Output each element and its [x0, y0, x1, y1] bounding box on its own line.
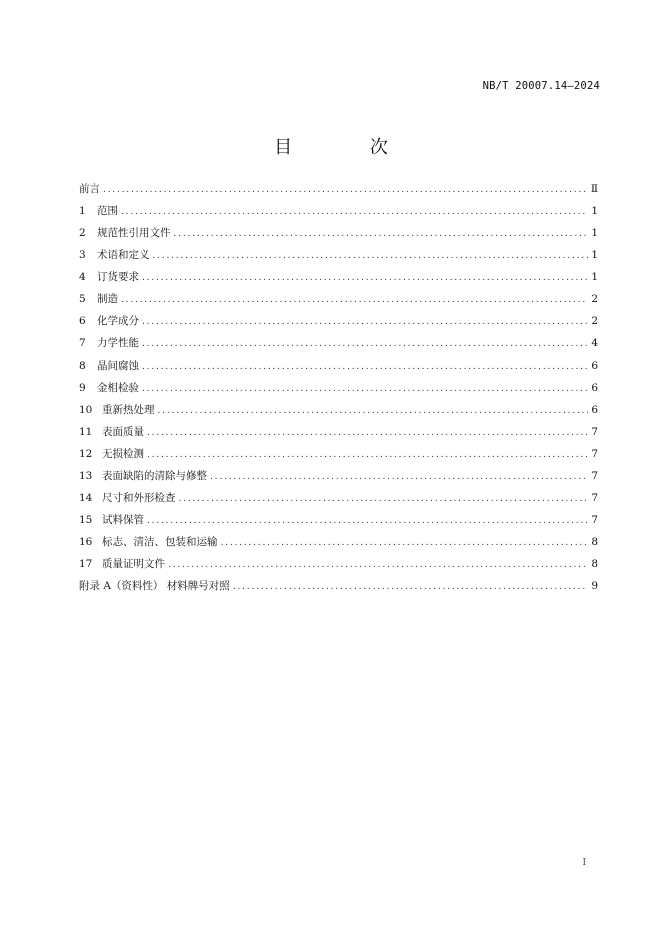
toc-entry-number: 7 [79, 337, 86, 350]
toc-leader-dots [210, 466, 588, 488]
toc-entry-label: 标志、清洁、包装和运输 [102, 536, 218, 548]
toc-entry[interactable] [79, 288, 598, 310]
page-number: I [582, 858, 586, 868]
toc-leader-dots [147, 422, 588, 444]
toc-entry-label: 表面缺陷的清除与修整 [102, 469, 207, 482]
toc-entry[interactable] [79, 377, 598, 399]
toc-entry-label: 订货要求 [97, 271, 139, 284]
toc-entry-page: 9 [591, 580, 598, 593]
toc-leader-dots [221, 532, 589, 554]
toc-entry-number: 12 [79, 447, 93, 460]
toc-entry-number: 2 [79, 227, 86, 240]
toc-entry-label: 表面质量 [102, 425, 144, 438]
toc-entry-page: Ⅱ [590, 183, 598, 195]
toc-entry[interactable] [79, 200, 598, 222]
toc-entry-number: 6 [79, 315, 86, 328]
toc-entry[interactable] [79, 222, 598, 244]
toc-entry-label: 重新热处理 [102, 403, 155, 416]
toc-entry-number: 17 [79, 558, 93, 571]
toc-entry-number: 3 [79, 249, 86, 262]
toc-entry-number: 5 [79, 293, 86, 306]
toc-entry-foreword[interactable] [79, 178, 598, 200]
toc-entry[interactable] [79, 244, 598, 266]
toc-entry-page: 1 [591, 249, 598, 262]
standard-number: NB/T 20007.14—2024 [482, 80, 600, 92]
toc-entry[interactable] [79, 266, 598, 288]
toc-entry-label: 力学性能 [97, 337, 139, 350]
toc-entry[interactable] [79, 310, 598, 332]
toc-entry-page: 7 [591, 425, 598, 438]
toc-entry[interactable] [79, 355, 598, 377]
toc-title: 目 次 [274, 137, 424, 158]
toc-leader-dots [168, 554, 588, 576]
toc-entry-label: 前言 [79, 183, 100, 195]
toc-entry-label: 制造 [97, 293, 118, 306]
toc-entry[interactable] [79, 465, 598, 487]
toc-entry-label: 规范性引用文件 [97, 227, 171, 240]
toc-entry-number: 11 [79, 425, 93, 438]
toc-leader-dots [158, 400, 589, 422]
toc-leader-dots [142, 311, 588, 333]
toc-entry-number: 15 [79, 513, 93, 526]
toc-leader-dots [153, 245, 589, 267]
toc-entry[interactable] [79, 531, 598, 553]
toc-entry[interactable] [79, 487, 598, 509]
toc-leader-dots [121, 201, 588, 223]
toc-leader-dots [179, 488, 589, 510]
toc-entry-label: 术语和定义 [97, 249, 150, 262]
toc-leader-dots [103, 179, 588, 201]
toc-entry-page: 8 [591, 558, 598, 571]
toc-entry-label: 金相检验 [97, 381, 139, 394]
toc-entry-label: 化学成分 [97, 315, 139, 328]
toc-entry-page: 1 [591, 205, 598, 218]
toc-entry-label: 试料保管 [102, 513, 144, 526]
toc-entry-label: 附录 A（资料性） 材料牌号对照 [79, 580, 230, 593]
toc-entry-page: 2 [591, 293, 598, 306]
toc-entry-number: 1 [79, 205, 86, 218]
toc-entry-page: 8 [591, 536, 598, 548]
toc-entry-page: 7 [591, 491, 598, 504]
toc-leader-dots [174, 223, 589, 245]
toc-leader-dots [121, 289, 588, 311]
toc-entry-number: 14 [79, 491, 93, 504]
toc-entry[interactable] [79, 553, 598, 575]
toc-entry-annex-a[interactable] [79, 575, 598, 597]
toc-entry-page: 6 [591, 359, 598, 372]
toc-entry-number: 8 [79, 359, 86, 372]
toc-entry-page: 7 [591, 447, 598, 460]
toc-entry-number: 16 [79, 536, 93, 548]
toc-leader-dots [142, 356, 588, 378]
toc-entry-label: 尺寸和外形检查 [102, 491, 176, 504]
toc-leader-dots [147, 510, 588, 532]
toc-entry-page: 7 [591, 513, 598, 526]
toc-entry-label: 范围 [97, 205, 118, 218]
toc-entry-page: 7 [591, 469, 598, 482]
toc-entry[interactable] [79, 509, 598, 531]
toc-entry[interactable] [79, 421, 598, 443]
toc-leader-dots [142, 333, 588, 355]
toc-entry-label: 无损检测 [102, 447, 144, 460]
toc-entry-page: 6 [591, 381, 598, 394]
toc-entry-page: 6 [591, 403, 598, 416]
toc-entry-label: 晶间腐蚀 [97, 359, 139, 372]
toc-leader-dots [147, 444, 588, 466]
toc-entry-page: 2 [591, 315, 598, 328]
toc-entry-number: 4 [79, 271, 86, 284]
toc-entry-number: 10 [79, 403, 93, 416]
toc-entry-number: 13 [79, 469, 93, 482]
toc-entry-page: 4 [591, 337, 598, 350]
toc-leader-dots [142, 267, 588, 289]
table-of-contents [79, 178, 598, 597]
toc-entry-number: 9 [79, 381, 86, 394]
toc-entry-label: 质量证明文件 [102, 558, 165, 571]
toc-entry[interactable] [79, 332, 598, 354]
toc-entry-page: 1 [591, 271, 598, 284]
toc-leader-dots [233, 576, 589, 598]
toc-leader-dots [142, 378, 588, 400]
toc-entry-page: 1 [591, 227, 598, 240]
toc-entry[interactable] [79, 443, 598, 465]
toc-entry[interactable] [79, 399, 598, 421]
